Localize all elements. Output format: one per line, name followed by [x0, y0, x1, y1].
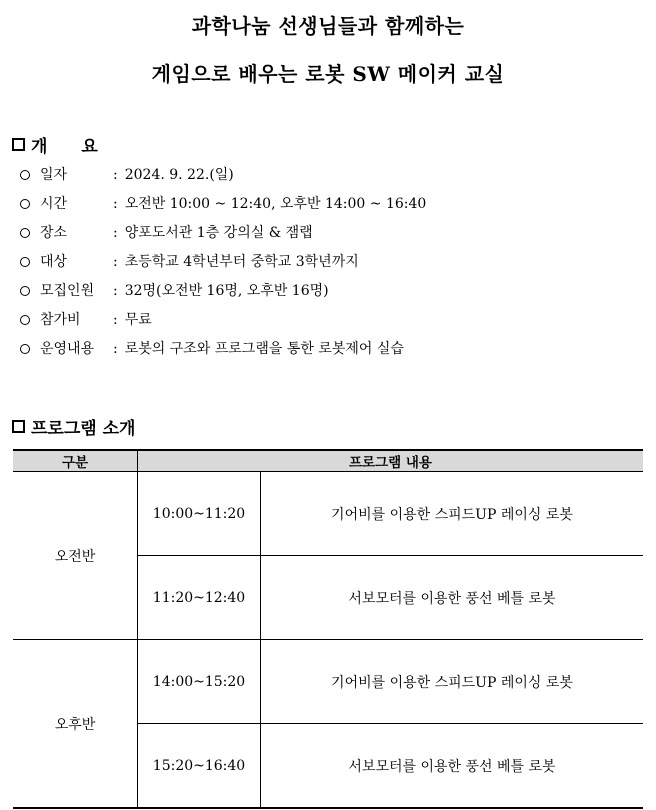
session-label-afternoon: 오후반	[13, 640, 138, 809]
item-separator: :	[113, 283, 118, 299]
circle-bullet-icon	[20, 199, 30, 209]
table-row	[13, 640, 643, 724]
item-separator: :	[113, 312, 118, 328]
table-row	[13, 472, 643, 556]
list-item	[20, 339, 426, 368]
item-value: 초등학교 4학년부터 중학교 3학년까지	[124, 254, 359, 270]
session-label-morning: 오전반	[13, 472, 138, 640]
checkbox-square-icon	[12, 420, 25, 433]
list-item	[20, 223, 426, 252]
header-category: 구분	[13, 450, 138, 472]
content-cell: 서보모터를 이용한 풍선 베틀 로봇	[261, 724, 644, 809]
item-key: 일자	[40, 167, 68, 183]
list-item	[20, 310, 426, 339]
program-table	[13, 449, 643, 809]
circle-bullet-icon	[20, 170, 30, 180]
time-cell: 10:00~11:20	[138, 472, 261, 556]
item-key: 참가비	[40, 312, 81, 328]
content-cell: 기어비를 이용한 스피드UP 레이싱 로봇	[261, 472, 644, 556]
item-value: 로봇의 구조와 프로그램을 통한 로봇제어 실습	[124, 341, 404, 357]
item-separator: :	[113, 196, 118, 212]
item-value: 오전반 10:00 ~ 12:40, 오후반 14:00 ~ 16:40	[124, 196, 427, 212]
time-cell: 15:20~16:40	[138, 724, 261, 809]
program-heading	[12, 414, 135, 439]
list-item	[20, 281, 426, 310]
circle-bullet-icon	[20, 228, 30, 238]
item-key: 대상	[40, 254, 68, 270]
item-key: 장소	[40, 225, 68, 241]
document-title-line2: 게임으로 배우는 로봇 SW 메이커 교실	[151, 62, 505, 86]
circle-bullet-icon	[20, 286, 30, 296]
document-title-line1: 과학나눔 선생님들과 함께하는	[191, 14, 465, 38]
item-key: 시간	[40, 196, 68, 212]
list-item	[20, 194, 426, 223]
circle-bullet-icon	[20, 257, 30, 267]
overview-list	[20, 165, 426, 368]
item-value: 2024. 9. 22.(일)	[124, 167, 234, 183]
overview-heading	[12, 132, 112, 157]
overview-heading-label: 개 요	[31, 137, 112, 157]
item-value: 무료	[124, 312, 152, 328]
item-value: 양포도서관 1층 강의실 & 잼랩	[124, 225, 313, 241]
item-key: 모집인원	[40, 283, 95, 299]
item-separator: :	[113, 341, 118, 357]
circle-bullet-icon	[20, 315, 30, 325]
table-header-row	[13, 450, 643, 472]
item-separator: :	[113, 254, 118, 270]
checkbox-square-icon	[12, 138, 25, 151]
item-key: 운영내용	[40, 341, 95, 357]
circle-bullet-icon	[20, 344, 30, 354]
content-cell: 기어비를 이용한 스피드UP 레이싱 로봇	[261, 640, 644, 724]
time-cell: 11:20~12:40	[138, 556, 261, 640]
list-item	[20, 165, 426, 194]
item-value: 32명(오전반 16명, 오후반 16명)	[124, 283, 329, 299]
content-cell: 서보모터를 이용한 풍선 베틀 로봇	[261, 556, 644, 640]
time-cell: 14:00~15:20	[138, 640, 261, 724]
item-separator: :	[113, 225, 118, 241]
header-content: 프로그램 내용	[138, 450, 644, 472]
list-item	[20, 252, 426, 281]
item-separator: :	[113, 167, 118, 183]
program-heading-label: 프로그램 소개	[31, 419, 136, 439]
